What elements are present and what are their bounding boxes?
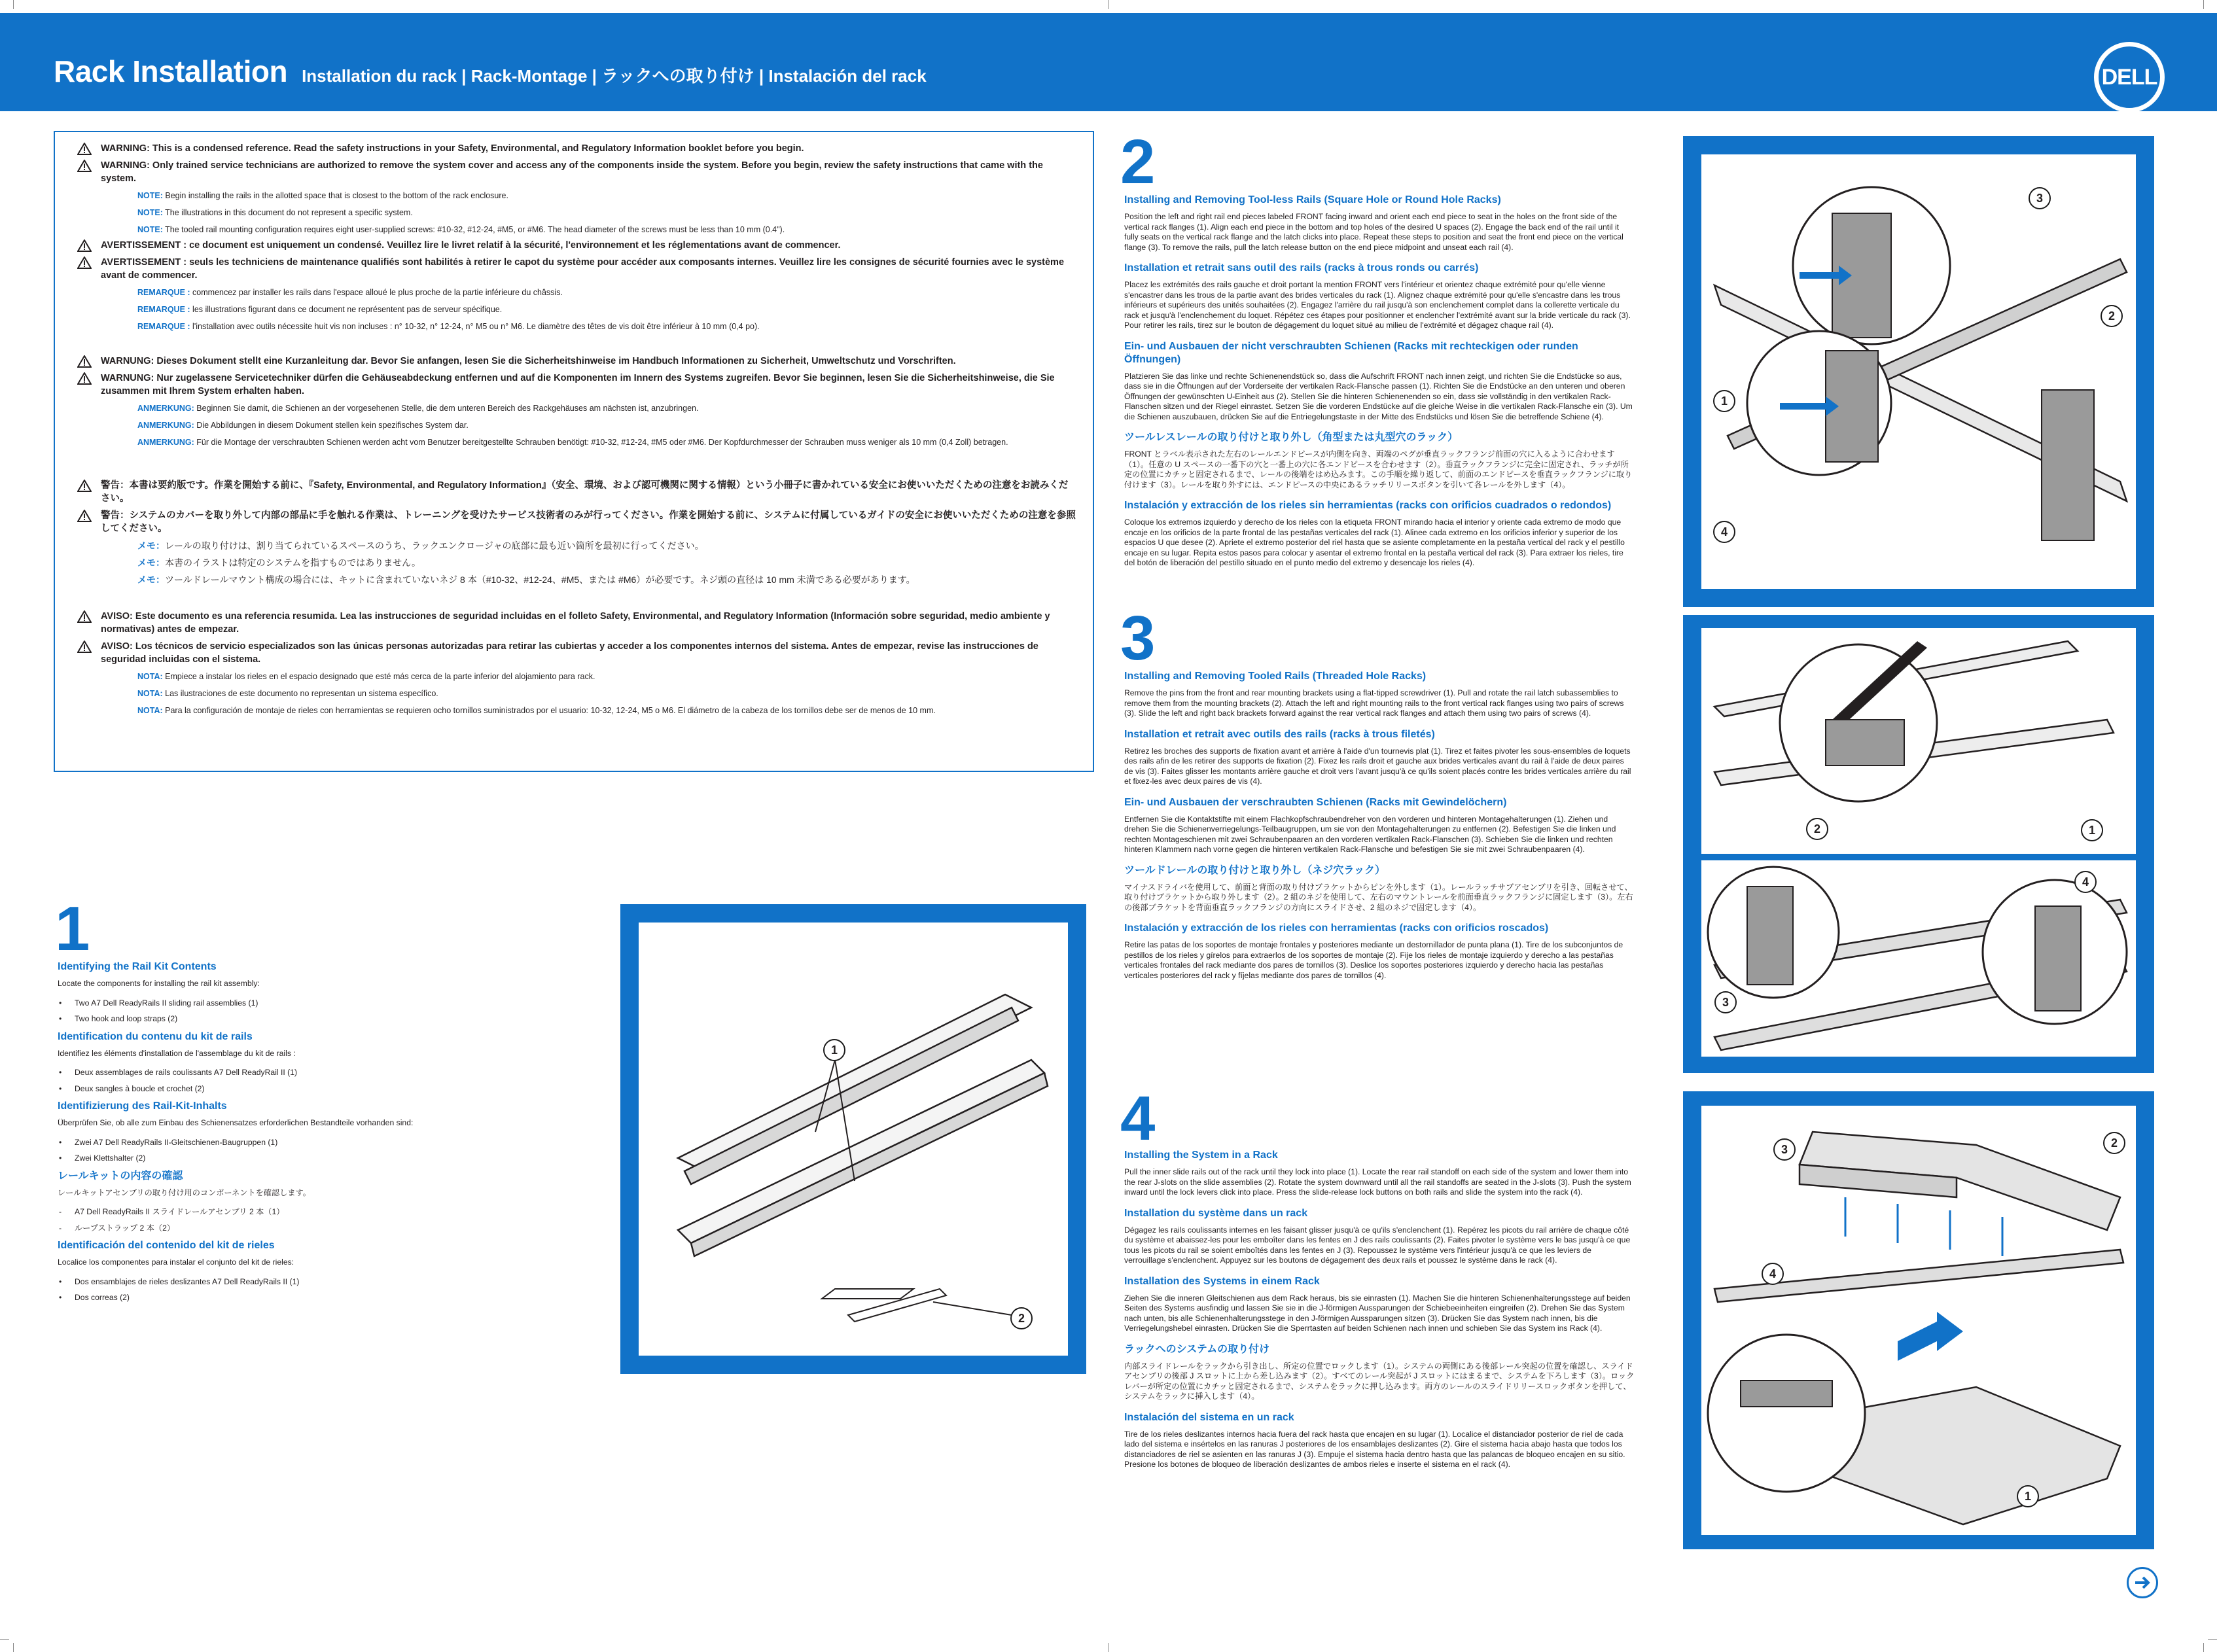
warning-line: 警告：システムのカバーを取り外して内部の部品に手を触れる作業は、トレーニングを受けたサービス技術者のみが行ってください。作業を開始する前に、システムに付属しているガイドの安全にお使いいただくための注意を参照してください。 — [75, 509, 1076, 535]
section-heading: Installation et retrait sans outil des rails (racks à trous ronds ou carrés) — [1124, 262, 1479, 273]
note-line: メモ：本書のイラストは特定のシステムを指すものではありません。 — [137, 557, 421, 568]
step4-text — [1124, 1149, 1635, 1479]
section-body: Dégagez les rails coulissants internes en les faisant glisser jusqu'à ce qu'ils s'enclenchent (1). Repérez les picots du rail arrière de chaque côté du système et abaissez-les pour les emboîter dans les fentes en J des rails coulissants (2). Faites pivoter le système vers le bas jusqu'à ce que tous les picots du rail se soient emboîtés dans les fentes en J (3). Repoussez le système vers l'intérieur jusqu'à ce que les leviers de verrouillage s'enclenchent. Appuyez sur les boutons de dégagement des deux rails et poussez le système dans le rack (4). — [1124, 1225, 1631, 1265]
section-body: Ziehen Sie die inneren Gleitschienen aus dem Rack heraus, bis sie einrasten (1). Machen Sie die hinteren Schienenhalterungsstege auf beiden Seiten des Systems ausfindig und lassen Sie sie in die J-förmigen Aussparungen der Schiebeeinheiten eingreifen (2). Drehen Sie das System nach unten, bis alle Schienenhalterungsstege in den J-förmigen Aussparungen sitzen (3). Drücken Sie das System nach innen, bis die Verriegelungshebel einrasten. Drücken Sie die Sperrtasten auf beiden Schienen nach innen und schieben Sie das System ins Rack (4). — [1124, 1293, 1631, 1333]
list-item: - ループストラップ 2 本（2） — [58, 1223, 594, 1234]
warnings-french — [75, 239, 1076, 337]
section-heading: Instalación del sistema en un rack — [1124, 1411, 1294, 1423]
section-heading: ラックへのシステムの取り付け — [1124, 1343, 1270, 1355]
note-line: ANMERKUNG: Die Abbildungen in diesem Dokument stellen kein spezifisches System dar. — [137, 421, 469, 430]
section-heading: Instalación y extracción de los rieles sin herramientas (racks con orificios cuadrados o redondos) — [1124, 500, 1612, 511]
section-body: Placez les extrémités des rails gauche et droit portant la mention FRONT vers l'intérieur et orientez chaque extrémité pour qu'elle vienne s'encastrer dans les trous de la partie avant des brides verticales du rack (1). Alignez chaque extrémité pour qu'elle s'encastre dans les trous inférieurs et supérieurs des unités souhaitées (2). Engagez l'arrière du rail jusqu'à son enclenchement complet dans la collerette verticale du rack et jusqu'à l'enclenchement du loquet. Répétez ces étapes pour positionner et enclencher l'extrémité avant sur la bride verticale du rack (3). Pour retirer les rails, tirez sur le bouton de dégagement du loquet situé au milieu de l'extrémité et dégagez chaque rail (4). — [1124, 280, 1631, 330]
fold-mark — [1108, 1643, 1109, 1652]
callout: 4 — [1713, 521, 1735, 543]
section-body: Pull the inner slide rails out of the rack until they lock into place (1). Locate the rear rail standoff on each side of the system and lower them into the rear J-slots on the slide assemblies (2). Rotate the system downward until all the rail standoffs are seated in the J-slots (3). Push the system inward until the lock levers click into place. Press the slide-release lock buttons on both rails and slide the system into the rack (4). — [1124, 1167, 1631, 1197]
section-intro: Überprüfen Sie, ob alle zum Einbau des Schienensatzes erforderlichen Bestandteile vorhanden sind: — [58, 1118, 414, 1127]
note-line: NOTA: Empiece a instalar los rieles en el espacio designado que esté más cerca de la parte inferior del alojamiento para rack. — [137, 672, 595, 681]
section-heading: レールキットの内容の確認 — [58, 1170, 183, 1182]
toolless-rail-illustration — [1701, 154, 2136, 589]
callout: 4 — [2074, 871, 2097, 893]
section-body: Position the left and right rail end pieces labeled FRONT facing inward and orient each end piece to seat in the holes on the front side of the vertical rack flanges (1). Align each end piece in the bottom and top holes of the desired U spaces (2). Engage the back end of the rail until it fully seats on the vertical rack flange and the latch clicks into place. Repeat these steps to position and seat the front end piece on the vertical flange (3). To remove the rails, pull the latch release button on the end piece midpoint and unseat each rail (4). — [1124, 212, 1623, 252]
next-arrow-icon — [2129, 1569, 2156, 1596]
warning-triangle-icon — [77, 372, 92, 385]
note-line: メモ：レールの取り付けは、割り当てられているスペースのうち、ラックエンクロージャの底部に最も近い箇所を最初に行ってください。 — [137, 540, 704, 551]
callout: 3 — [2029, 187, 2051, 209]
section-intro: Localice los componentes para instalar el conjunto del kit de rieles: — [58, 1257, 294, 1267]
warning-triangle-icon — [77, 160, 92, 172]
callout: 2 — [2103, 1132, 2125, 1154]
section-body: Retirez les broches des supports de fixation avant et arrière à l'aide d'un tournevis plat (1). Tirez et faites pivoter les sous-ensembles de loquets des rails afin de les retirer des supports de fixation (2). Fixez les rails droit et gauche aux brides verticales avant du rail à l'aide de deux paires de vis (3). Faites glisser les montants arrière gauche et droit vers l'avant jusqu'à ce qu'ils soient placés contre les brides verticales arrière du rail et fixez-les avec deux paires de vis (4). — [1124, 746, 1631, 786]
note-line: NOTE: The tooled rail mounting configuration requires eight user-supplied screws: #10-32, #12-24, #M5, or #M6. The head diameter of the screws must be less than 10 mm (0.4"). — [137, 225, 785, 234]
warning-line: WARNING: Only trained service technicians are authorized to remove the system cover and access any of the components inside the system. Before you begin, review the safety instructions that came with the system. — [75, 159, 1076, 185]
figure-rail-kit-contents — [620, 904, 1086, 1374]
section-heading: Instalación y extracción de los rieles con herramientas (racks con orificios roscados) — [1124, 923, 1549, 934]
crop-mark — [2208, 1639, 2217, 1640]
fold-mark — [1108, 0, 1109, 9]
logo-text: DELL — [2101, 65, 2157, 90]
note-line: ANMERKUNG: Für die Montage der verschraubten Schienen werden acht vom Benutzer bereitgestellte Schrauben benötigt: #10-32, #12-24, #M5 oder #M6. Der Kopfdurchmesser der Schrauben muss weniger als 10 mm (0,4 Zoll) betragen. — [137, 438, 1008, 447]
warning-line: 警告：本書は要約版です。作業を開始する前に、『Safety, Environmental, and Regulatory Information』（安全、環境、および認可機関に関する情報）という小冊子に書かれている安全にお使いいただくための注意をお読みください。 — [75, 479, 1076, 505]
section-heading: Identifying the Rail Kit Contents — [58, 961, 217, 972]
crop-mark — [13, 0, 14, 9]
warning-line: AVERTISSEMENT : seuls les techniciens de maintenance qualifiés sont habilités à retirer le capot du système pour accéder aux composants internes. Veuillez lire les consignes de sécurité fournies avec le système avant de commencer. — [75, 256, 1076, 282]
section-heading: Identification du contenu du kit de rails — [58, 1030, 253, 1042]
section-heading: Installing and Removing Tooled Rails (Threaded Hole Racks) — [1124, 671, 1427, 682]
section-intro: Identifiez les éléments d'installation de l'assemblage du kit de rails : — [58, 1048, 296, 1058]
tooled-rail-mounting-illustration — [1701, 860, 2136, 1057]
tooled-rail-removal-illustration — [1701, 628, 2136, 854]
callout: 2 — [1010, 1307, 1033, 1329]
warning-line: AVISO: Los técnicos de servicio especializados son las únicas personas autorizadas para retirar las cubiertas y acceder a los componentes internos del sistema. Antes de empezar, revise las instrucciones de seguridad incluidas con el sistema. — [75, 640, 1076, 666]
section-body: FRONT とラベル表示された左右のレールエンドピースが内側を向き、両端のペグが垂直ラックフランジ前面の穴に入るように合わせます（1）。任意の U スペースの一番下の穴と一番上の穴に各エンドピースを合わせます（2）。垂直ラックフランジに完全に固定され、ラッチが所定の位置にカチッと固定されるまで、レールの後端をはめ込みます。この手順を繰り返して、前面のエンドピースを垂直ラックフランジに取り付けます（3）。レールを取り外すには、エンドピースの中央にあるラッチリリースボタンを引いて各レールを外します（4）。 — [1124, 449, 1633, 489]
section-heading: Installation du système dans un rack — [1124, 1207, 1308, 1219]
warnings-japanese — [75, 479, 1076, 590]
step-number-3: 3 — [1120, 603, 1156, 673]
list-item: • Dos correas (2) — [58, 1293, 594, 1303]
rail-kit-illustration — [639, 923, 1068, 1356]
section-heading: Identifizierung des Rail-Kit-Inhalts — [58, 1100, 227, 1112]
note-line: メモ：ツールドレールマウント構成の場合には、キットに含まれていないネジ 8 本（#10-32、#12-24、#M5、または #M6）が必要です。ネジ頭の直径は 10 mm 未満である必要があります。 — [137, 574, 915, 585]
section-heading: Installation et retrait avec outils des rails (racks à trous filetés) — [1124, 728, 1435, 740]
warning-triangle-icon — [77, 641, 92, 653]
section-heading: Installation des Systems in einem Rack — [1124, 1275, 1320, 1287]
note-line: NOTA: Las ilustraciones de este documento no representan un sistema específico. — [137, 689, 438, 698]
note-line: NOTE: The illustrations in this document do not represent a specific system. — [137, 208, 413, 217]
note-line: ANMERKUNG: Beginnen Sie damit, die Schienen an der vorgesehenen Stelle, die dem unteren Bereich des Rackgehäuses am nächsten ist, anzubringen. — [137, 404, 699, 413]
list-item: • Dos ensamblajes de rieles deslizantes A7 Dell ReadyRails II (1) — [58, 1277, 594, 1288]
step2-text — [1124, 194, 1635, 578]
next-page-button[interactable] — [2127, 1567, 2158, 1598]
callout: 2 — [1806, 818, 1828, 840]
page-subtitle: Installation du rack | Rack-Montage | ラックへの取り付け | Instalación del rack — [302, 66, 927, 86]
callout: 1 — [2081, 819, 2103, 841]
header-banner — [0, 13, 2217, 111]
section-heading: ツールレスレールの取り付けと取り外し（角型または丸型穴のラック） — [1124, 432, 1459, 443]
warning-triangle-icon — [77, 480, 92, 492]
step-number-2: 2 — [1120, 127, 1156, 197]
callout: 1 — [823, 1039, 845, 1061]
note-line: REMARQUE : l'installation avec outils nécessite huit vis non incluses : n° 10-32, n° 12-24, n° M5 ou n° M6. Le diamètre des têtes de vis doit être inférieur à 10 mm (0,4 po). — [137, 322, 760, 331]
section-heading: Identificación del contenido del kit de rieles — [58, 1240, 275, 1251]
warning-triangle-icon — [77, 256, 92, 269]
warnings-german — [75, 355, 1076, 453]
section-body: Coloque los extremos izquierdo y derecho de los rieles con la etiqueta FRONT mirando hacia el interior y oriente cada extremo de modo que encaje en los orificios de la parte frontal de las pestañas verticales del rack (1). Alinee cada extremo en los orificios inferior y superior de los espacios U que desee (2). Apriete el extremo posterior del riel hasta que se asiente completamente en la pestaña vertical del rack y el pestillo encaje en su lugar. Repita estos pasos para colocar y asentar el extremo frontal en la pestaña vertical del rack (3). Para extraer los rieles, tire del botón de liberación del pestillo situado en el punto medio del extremo y desencaje los rieles (4). — [1124, 518, 1625, 567]
warning-line: WARNUNG: Nur zugelassene Servicetechniker dürfen die Gehäuseabdeckung entfernen und auf die Komponenten im Innern des Systems zugreifen. Bevor Sie beginnen, lesen Sie die Sicherheitshinweise, die Sie zusammen mit Ihrem System erhalten haben. — [75, 372, 1076, 398]
section-body: Tire de los rieles deslizantes internos hacia fuera del rack hasta que encajen en su lugar (1). Localice el distanciador posterior de riel de cada lado del sistema e insértelos en las ranuras J posteriores de los ensamblajes deslizantes (2). Gire el sistema hacia abajo hasta que todos los distanciadores de riel se asienten en las ranuras J (3). Empuje el sistema hacia dentro hasta que las palancas de bloqueo encajen en su sitio. Presione los botones de bloqueo de liberación deslizantes de ambos rieles e inserte el sistema en el rack (4). — [1124, 1429, 1625, 1469]
section-heading: Ein- und Ausbauen der verschraubten Schienen (Racks mit Gewindelöchern) — [1124, 796, 1507, 808]
note-line: REMARQUE : les illustrations figurant dans ce document ne représentent pas de serveur spécifique. — [137, 305, 503, 314]
warning-triangle-icon — [77, 143, 92, 155]
section-body: Platzieren Sie das linke und rechte Schienenendstück so, dass die Aufschrift FRONT nach innen zeigt, und richten Sie die Endstücke so aus, dass sie in die Öffnungen auf der Vorderseite der vertikalen Rack-Flansche passen (1). Richten Sie die Endstücke an den unteren und oberen Öffnungen der gewünschten U-Einheit aus (2). Stellen Sie die hinteren Schienenenden so ein, dass sie vollständig in den vertikalen Rack-Flanschen sitzen und der Riegel einrastet. Setzen Sie die vorderen Endstücke auf die gleiche Weise in die vertikalen Rack-Flansche ein (3). Um die Schienen auszubauen, drücken Sie auf die Entriegelungstaste in der Mitte des Endstücks und lösen Sie die betreffende Schiene (4). — [1124, 371, 1633, 421]
list-item: • Two hook and loop straps (2) — [58, 1014, 594, 1025]
step-number-1: 1 — [55, 894, 90, 964]
warning-triangle-icon — [77, 510, 92, 522]
page-title — [54, 54, 927, 89]
warnings-english — [75, 142, 1076, 240]
title-text: Rack Installation — [54, 54, 288, 88]
warning-line: AVERTISSEMENT : ce document est uniquement un condensé. Veuillez lire le livret relatif à la sécurité, l'environnement et les réglementations avant de commencer. — [75, 239, 1076, 252]
section-heading: Installing and Removing Tool-less Rails (Square Hole or Round Hole Racks) — [1124, 194, 1501, 205]
callout: 1 — [1713, 390, 1735, 412]
note-line: NOTE: Begin installing the rails in the allotted space that is closest to the bottom of the rack enclosure. — [137, 191, 508, 200]
crop-mark — [13, 1643, 14, 1652]
crop-mark — [2203, 1643, 2204, 1652]
figure-tooled-rails — [1683, 615, 2154, 1073]
note-line: NOTA: Para la configuración de montaje de rieles con herramientas se requieren ocho tornillos suministrados por el usuario: 10-32, 12-24, M5 o M6. El diámetro de la cabeza de los tornillos debe ser de menos de 10 mm. — [137, 706, 936, 715]
section-body: Remove the pins from the front and rear mounting brackets using a flat-tipped screwdriver (1). Pull and rotate the rail latch subassemblies to remove them from the mounting brackets (2). Attach the left and right mounting rails to the front vertical rack flanges using two pairs of screws (3). Slide the left and right back brackets forward against the rear vertical rack flanges and attach them using two pairs of screws (4). — [1124, 688, 1624, 718]
section-intro: レールキットアセンブリの取り付け用のコンポーネントを確認します。 — [58, 1187, 311, 1197]
warning-triangle-icon — [77, 610, 92, 623]
callout: 4 — [1762, 1263, 1784, 1285]
callout: 3 — [1773, 1138, 1796, 1161]
crop-mark — [0, 1639, 9, 1640]
list-item: • Deux sangles à boucle et crochet (2) — [58, 1084, 594, 1095]
install-system-illustration — [1701, 1106, 2136, 1535]
note-line: REMARQUE : commencez par installer les rails dans l'espace alloué le plus proche de la partie inférieure du châssis. — [137, 288, 563, 297]
callout: 3 — [1714, 991, 1737, 1013]
callout: 1 — [2017, 1485, 2039, 1507]
section-intro: Locate the components for installing the rail kit assembly: — [58, 979, 260, 988]
section-body: 内部スライドレールをラックから引き出し、所定の位置でロックします（1）。システムの両側にある後部レール突起の位置を確認し、スライドアセンブリの後部 J スロットに上から差し込みます（2）。すべてのレール突起が J スロットにはまるまで、システムを下ろします（3）。ロックレバーが所定の位置にカチッと固定されるまで、システムをラックに押し込みます。両方のレールのスライドリリースロックボタンを押して、システムをラックに挿入します（4）。 — [1124, 1361, 1635, 1401]
crop-mark — [2203, 0, 2204, 9]
section-body: マイナスドライバを使用して、前面と背面の取り付けブラケットからピンを外します（1）。レールラッチサブアセンブリを引き、回転させて、取り付けブラケットから取り外します（2）。2 組のネジを使用して、左右のマウントレールを前面垂直ラックフランジに固定します（3）。左右の後部ブラケットを背面垂直ラックフランジの方向にスライドさせ、2 組のネジで固定します（4）。 — [1124, 882, 1633, 912]
section-heading: Ein- und Ausbauen der nicht verschraubten Schienen (Racks mit rechteckigen oder runden Öffnungen) — [1124, 340, 1578, 365]
figure-panel-top — [1701, 628, 2136, 854]
figure-panel — [1701, 154, 2136, 589]
section-heading: Installing the System in a Rack — [1124, 1150, 1278, 1161]
section-body: Retire las patas de los soportes de montaje frontales y posteriores mediante un destornillador de punta plana (1). Tire de los subconjuntos de pestillos de los rieles y gírelos para extraerlos de los soportes de montaje (2). Fije los rieles de montaje izquierdo y derecho a las pestañas verticales frontales del rack mediante dos pares de tornillos (3). Deslice los soportes posteriores izquierdo y derecho hacia las pestañas verticales posteriores del rack y fíjelas mediante dos pares de tornillos (4). — [1124, 940, 1623, 980]
list-item: - A7 Dell ReadyRails II スライドレールアセンブリ 2 本（1） — [58, 1207, 594, 1218]
figure-panel — [1701, 1106, 2136, 1535]
step3-text — [1124, 670, 1635, 990]
warning-triangle-icon — [77, 355, 92, 368]
figure-toolless-rails — [1683, 136, 2154, 607]
warning-line: WARNING: This is a condensed reference. Read the safety instructions in your Safety, Environmental, and Regulatory Information booklet before you begin. — [75, 142, 1076, 155]
warning-line: AVISO: Este documento es una referencia resumida. Lea las instrucciones de seguridad incluidas en el folleto Safety, Environmental, and Regulatory Information (Información sobre seguridad, medio ambiente y normativas) antes de empezar. — [75, 610, 1076, 636]
figure-panel-bottom — [1701, 860, 2136, 1057]
dell-logo — [2094, 42, 2165, 113]
warnings-spanish — [75, 610, 1076, 721]
list-item: • Deux assemblages de rails coulissants A7 Dell ReadyRail II (1) — [58, 1068, 594, 1078]
step1-text — [58, 960, 594, 1309]
list-item: • Zwei A7 Dell ReadyRails II-Gleitschienen-Baugruppen (1) — [58, 1138, 594, 1148]
list-item: • Zwei Klettshalter (2) — [58, 1153, 594, 1164]
safety-warnings-box — [54, 131, 1094, 772]
callout: 2 — [2101, 305, 2123, 327]
section-heading: ツールドレールの取り付けと取り外し（ネジ穴ラック） — [1124, 864, 1386, 876]
step-number-4: 4 — [1120, 1083, 1156, 1153]
list-item: • Two A7 Dell ReadyRails II sliding rail assemblies (1) — [58, 998, 594, 1009]
warning-line: WARNUNG: Dieses Dokument stellt eine Kurzanleitung dar. Bevor Sie anfangen, lesen Sie die Sicherheitshinweise im Handbuch Informationen zu Sicherheit, Umweltschutz und Vorschriften. — [75, 355, 1076, 368]
warning-triangle-icon — [77, 239, 92, 252]
figure-panel — [639, 923, 1068, 1356]
section-body: Entfernen Sie die Kontaktstifte mit einem Flachkopfschraubendreher von den vorderen und hinteren Montagehalterungen (1). Ziehen und drehen Sie die Schienenverriegelungs-Teilbaugruppen, um sie von den Montagehalterungen zu entfernen (2). Befestigen Sie die linken und rechten Montageschienen mit zwei Schraubenpaaren an den vorderen vertikalen Rack-Flanschen (3). Schieben Sie die linken und rechten hinteren Klammern nach vorne gegen die hinteren vertikalen Rack-Flansche und befestigen Sie sie mit zwei Schraubenpaaren (4). — [1124, 814, 1616, 854]
figure-install-system — [1683, 1091, 2154, 1549]
